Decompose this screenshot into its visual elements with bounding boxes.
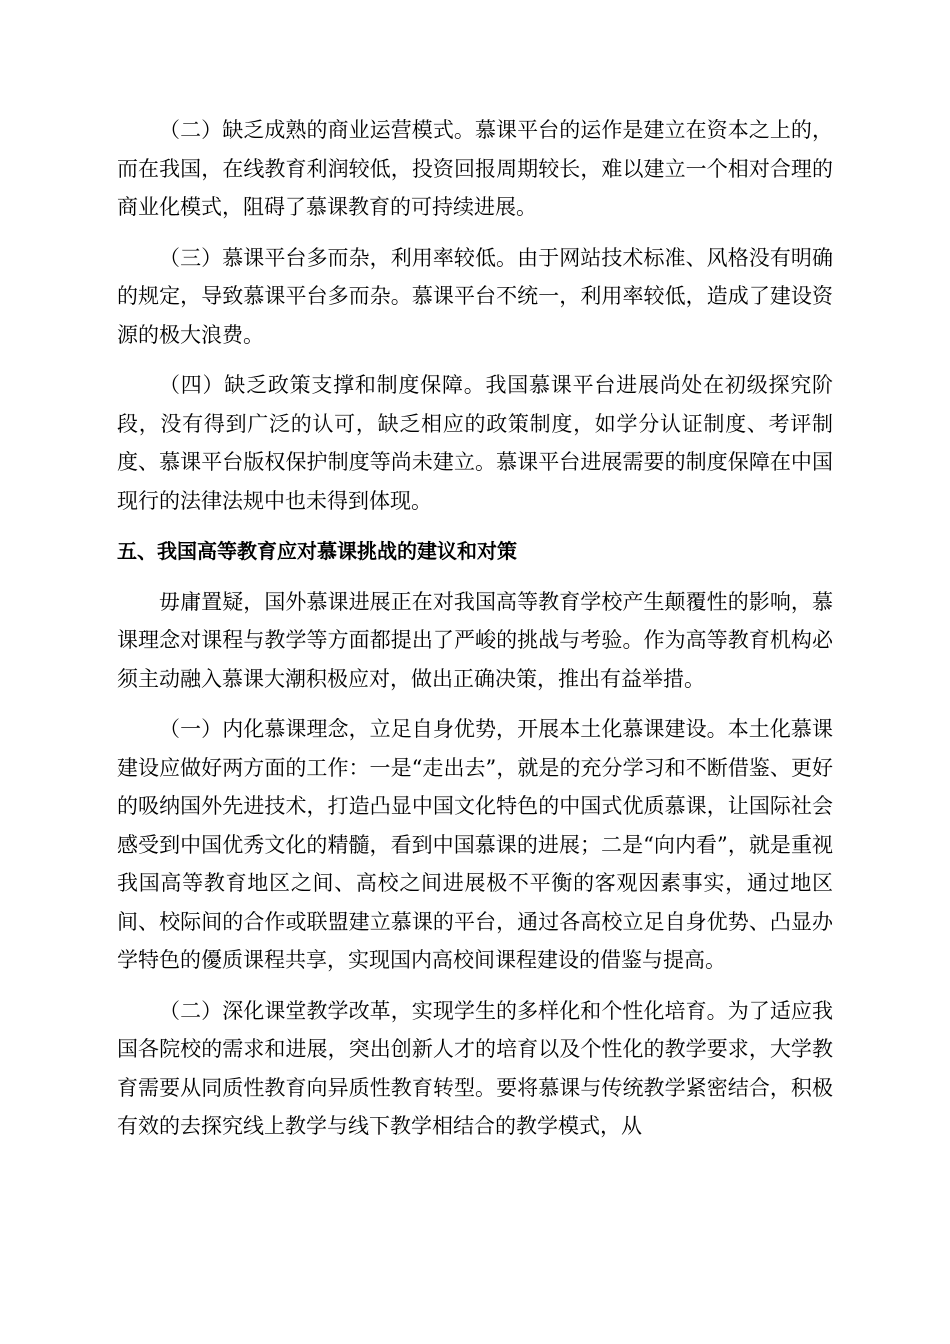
section-heading: 五、我国高等教育应对慕课挑战的建议和对策 <box>117 539 517 563</box>
paragraph-policy-support: （四）缺乏政策支撑和制度保障。我国慕课平台进展尚处在初级探究阶段，没有得到广泛的认可，缺乏相应的政策制度，如学分认证制度、考评制度、慕课平台版权保护制度等尚未建立。慕课平台进展需要的制度保障在中国现行的法律法规中也未得到体现。 <box>117 373 833 513</box>
paragraph-platform-utilization: （三）慕课平台多而杂，利用率较低。由于网站技术标准、风格没有明确的规定，导致慕课平台多而杂。慕课平台不统一，利用率较低，造成了建设资源的极大浪费。 <box>117 245 833 347</box>
document-page <box>117 111 833 1158</box>
paragraph-business-model: （二）缺乏成熟的商业运营模式。慕课平台的运作是建立在资本之上的，而在我国，在线教育利润较低，投资回报周期较长，难以建立一个相对合理的商业化模式，阻碍了慕课教育的可持续进展。 <box>117 118 833 219</box>
paragraph-teaching-reform: （二）深化课堂教学改革，实现学生的多样化和个性化培育。为了适应我国各院校的需求和进展，突出创新人才的培育以及个性化的教学要求，大学教育需要从同质性教育向异质性教育转型。要将慕课与传统教学紧密结合，积极有效的去探究线上教学与线下教学相结合的教学模式，从 <box>117 998 833 1138</box>
paragraph-localization: （一）内化慕课理念，立足自身优势，开展本土化慕课建设。本土化慕课建设应做好两方面的工作：一是“走出去”，就是的充分学习和不断借鉴、更好的吸纳国外先进技术，打造凸显中国文化特色的中国式优质慕课，让国际社会感受到中国优秀文化的精髓，看到中国慕课的进展；二是“向内看”，就是重视我国高等教育地区之间、高校之间进展极不平衡的客观因素事实，通过地区间、校际间的合作或联盟建立慕课的平台，通过各高校立足自身优势、凸显办学特色的優质课程共享，实现国内高校间课程建设的借鉴与提高。 <box>117 717 833 972</box>
paragraph-intro: 毋庸置疑，国外慕课进展正在对我国高等教育学校产生颠覆性的影响，慕课理念对课程与教学等方面都提出了严峻的挑战与考验。作为高等教育机构必须主动融入慕课大潮积极应对，做出正确决策，推出有益举措。 <box>117 589 833 691</box>
